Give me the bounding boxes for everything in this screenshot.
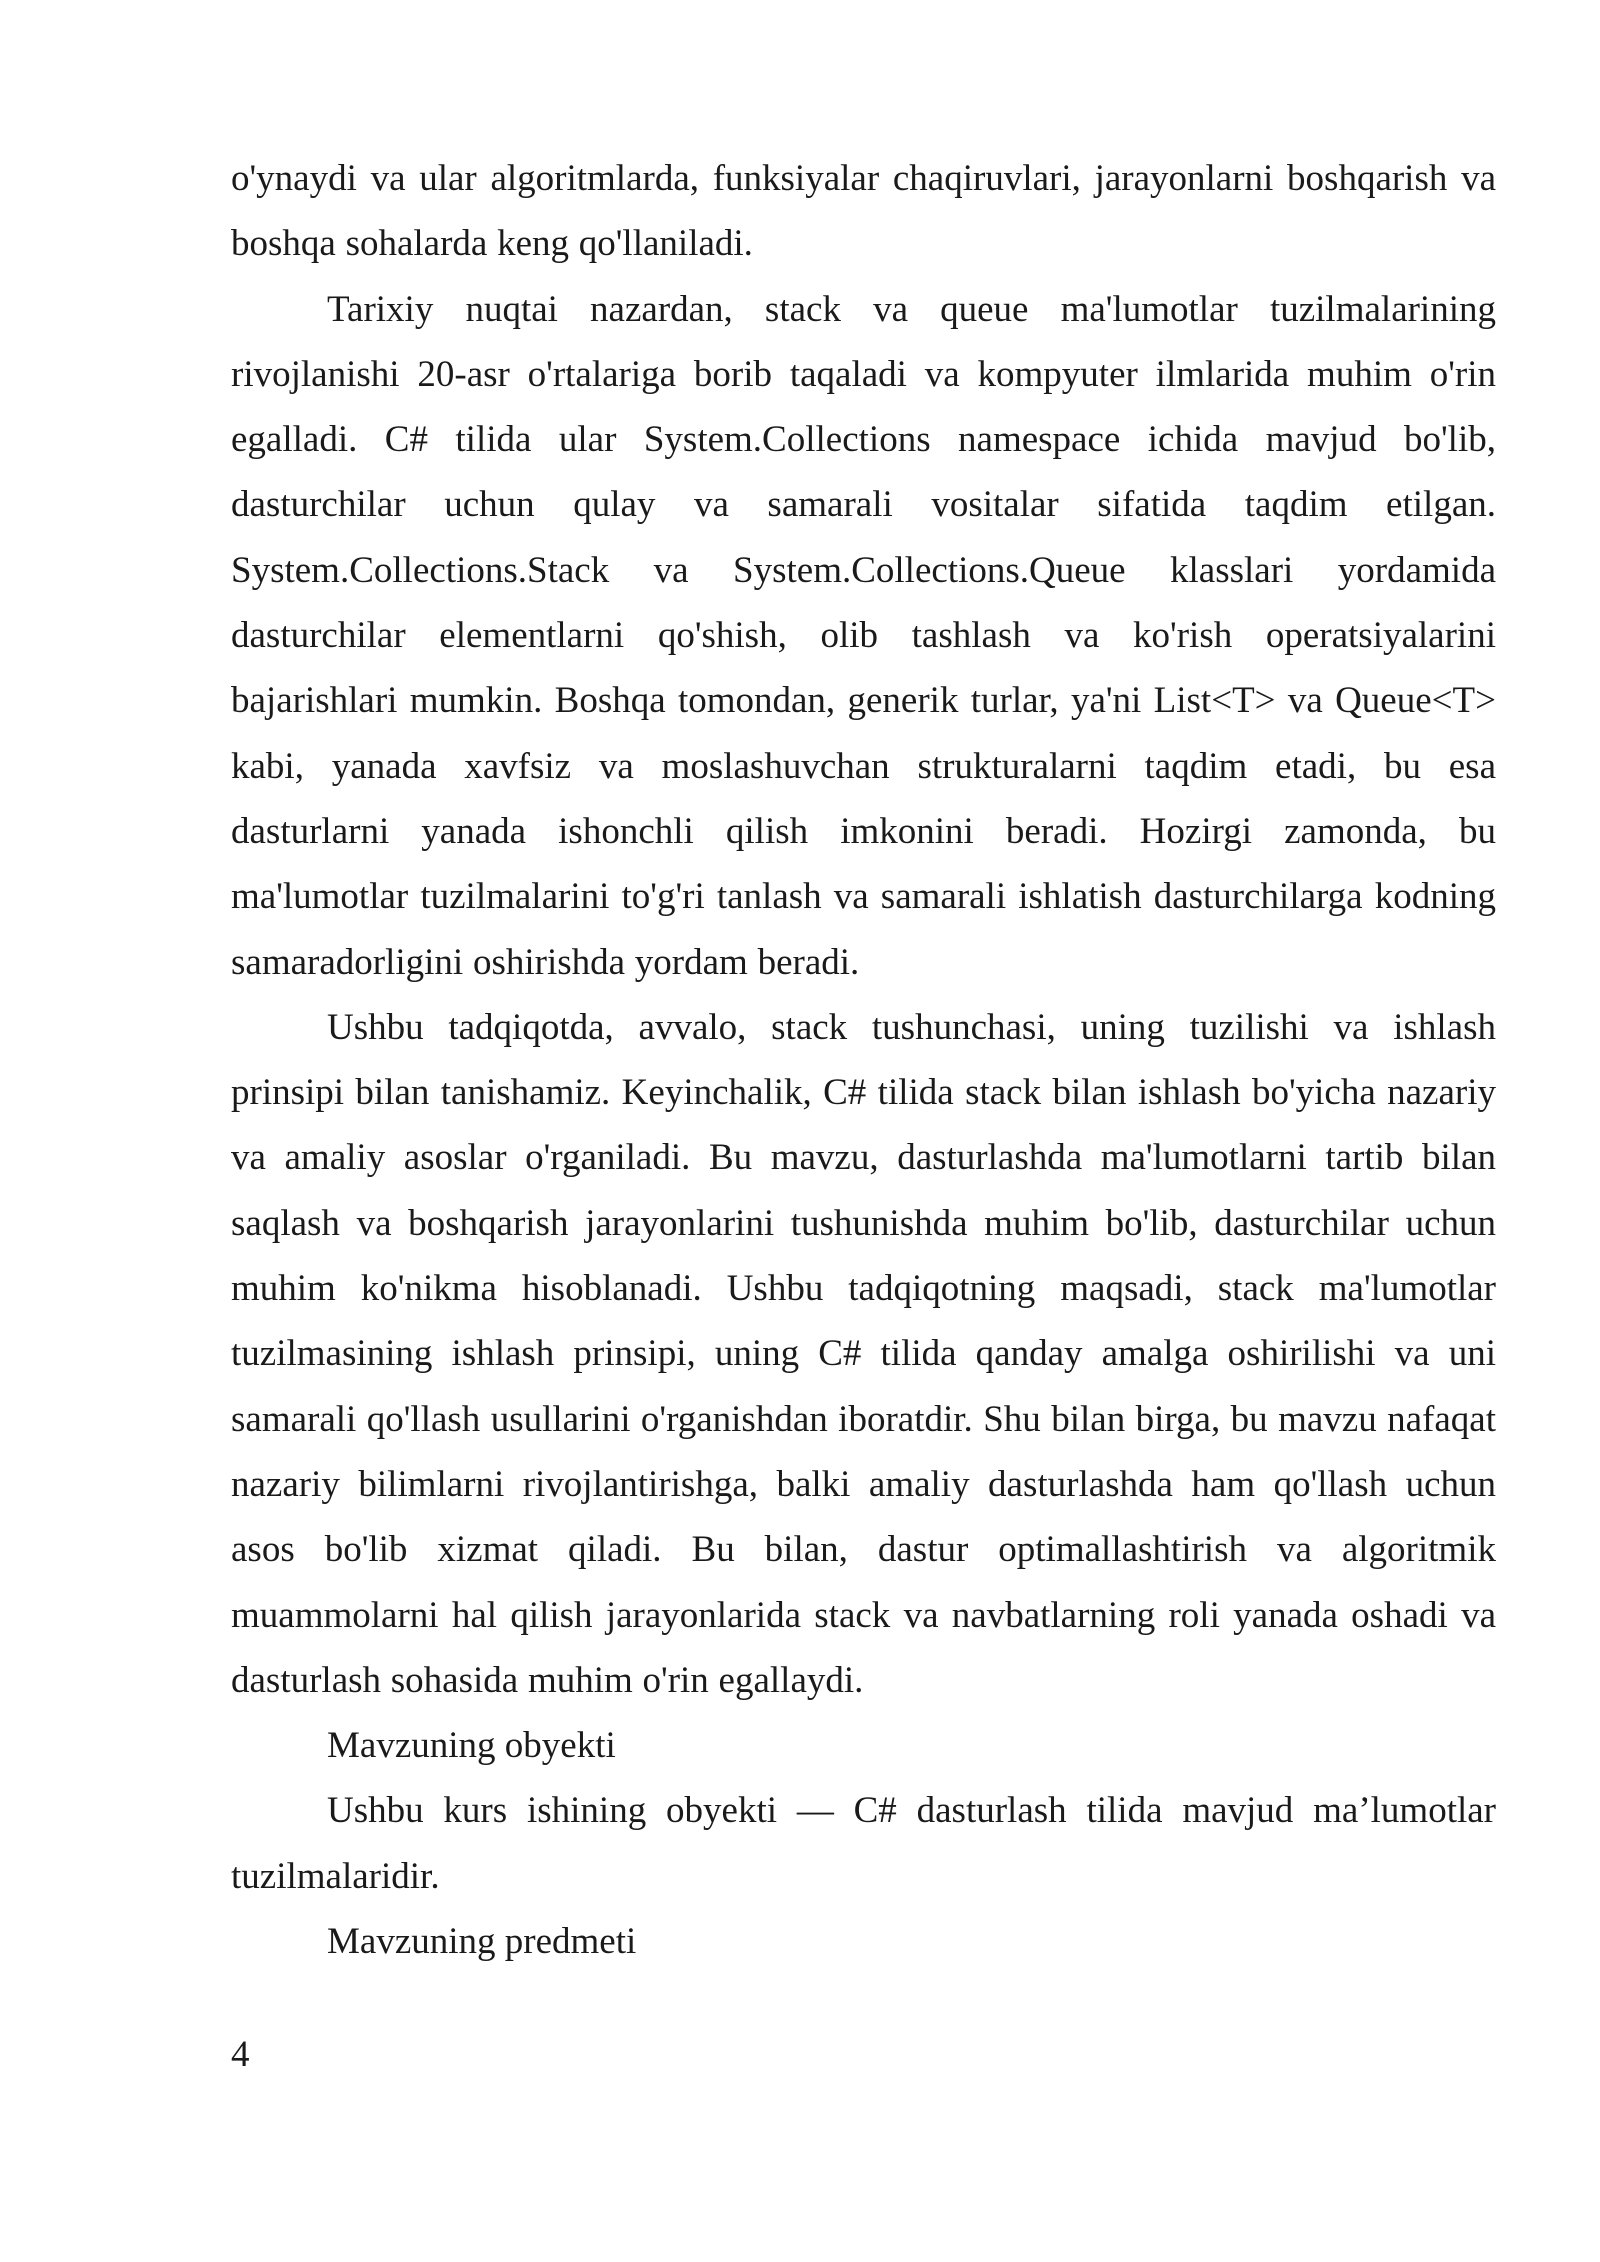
subject-heading: Mavzuning predmeti (327, 1921, 637, 1963)
object-paragraph: Ushbu kurs ishining obyekti — C# dasturlash tilida mavjud ma’lumotlar tuzilmalaridir. (231, 1790, 1496, 1897)
document-page (231, 146, 1496, 1974)
paragraph-research: Ushbu tadqiqotda, avvalo, stack tushunchasi, uning tuzilishi va ishlash prinsipi bilan tanishamiz. Keyinchalik, C# tilida stack bilan ishlash bo'yicha nazariy va amaliy asoslar o'rganiladi. Bu mavzu, dasturlashda ma'lumotlarni tartib bilan saqlash va boshqarish jarayonlarini tushunishda muhim bo'lib, dasturchilar uchun muhim ko'nikma hisoblanadi. Ushbu tadqiqotning maqsadi, stack ma'lumotlar tuzilmasining ishlash prinsipi, uning C# tilida qanday amalga oshirilishi va uni samarali qo'llash usullarini o'rganishdan iboratdir. Shu bilan birga, bu mavzu nafaqat nazariy bilimlarni rivojlantirishga, balki amaliy dasturlashda ham qo'llash uchun asos bo'lib xizmat qiladi. Bu bilan, dastur optimallashtirish va algoritmik muammolarni hal qilish jarayonlarida stack va navbatlarning roli yanada oshadi va dasturlash sohasida muhim o'rin egallaydi. (231, 1006, 1496, 1701)
object-heading: Mavzuning obyekti (327, 1725, 616, 1767)
paragraph-continuation: o'ynaydi va ular algoritmlarda, funksiyalar chaqiruvlari, jarayonlarni boshqarish va boshqa sohalarda keng qo'llaniladi. (231, 158, 1496, 265)
page-number: 4 (231, 2034, 250, 2075)
paragraph-history: Tarixiy nuqtai nazardan, stack va queue ma'lumotlar tuzilmalarining rivojlanishi 20-asr o'rtalariga borib taqaladi va kompyuter ilmlarida muhim o'rin egalladi. C# tilida ular System.Collections namespace ichida mavjud bo'lib, dasturchilar uchun qulay va samarali vositalar sifatida taqdim etilgan. System.Collections.Stack va System.Collections.Queue klasslari yordamida dasturchilar elementlarni qo'shish, olib tashlash va ko'rish operatsiyalarini bajarishlari mumkin. Boshqa tomondan, generik turlar, ya'ni List<T> va Queue<T> kabi, yanada xavfsiz va moslashuvchan strukturalarni taqdim etadi, bu esa dasturlarni yanada ishonchli qilish imkonini beradi. Hozirgi zamonda, bu ma'lumotlar tuzilmalarini to'g'ri tanlash va samarali ishlatish dasturchilarga kodning samaradorligini oshirishda yordam beradi. (231, 288, 1496, 983)
